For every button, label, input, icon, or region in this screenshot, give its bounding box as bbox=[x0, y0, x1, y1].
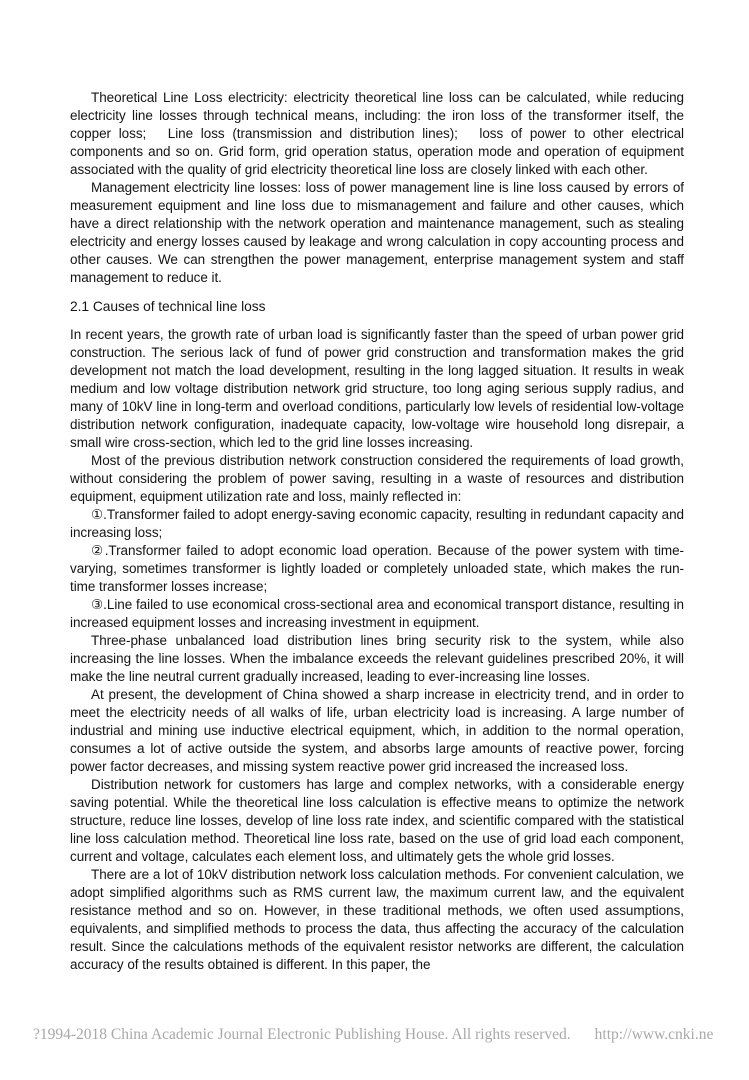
list-item: ②.Transformer failed to adopt economic load operation. Because of the power system with time-varying, sometimes transformer is lightly loaded or completely unloaded state, which makes the run-time transformer losses increase; bbox=[70, 543, 684, 594]
paragraph: Three-phase unbalanced load distribution lines bring security risk to the system, while also increasing the line losses. When the imbalance exceeds the relevant guidelines prescribed 20%, it will make the line neutral current gradually increased, leading to ever-increasing line losses. bbox=[70, 633, 684, 684]
section-heading: 2.1 Causes of technical line loss bbox=[70, 299, 266, 314]
page-footer bbox=[33, 1026, 749, 1044]
list-item: ①.Transformer failed to adopt energy-saving economic capacity, resulting in redundant capacity and increasing loss; bbox=[70, 507, 684, 540]
paragraph: There are a lot of 10kV distribution network loss calculation methods. For convenient calculation, we adopt simplified algorithms such as RMS current law, the maximum current law, and the equivalent resistance method and so on. However, in these traditional methods, we often used assumptions, equivalents, and simplified methods to process the data, thus affecting the accuracy of the calculation result. Since the calculations methods of the equivalent resistor networks are different, the calculation accuracy of the results obtained is different. In this paper, the bbox=[70, 867, 684, 972]
paragraph: At present, the development of China showed a sharp increase in electricity trend, and in order to meet the electricity needs of all walks of life, urban electricity load is increasing. A large number of industrial and mining use inductive electrical equipment, which, in addition to the normal operation, consumes a lot of active outside the system, and absorbs large amounts of reactive power, forcing power factor decreases, and missing system reactive power grid increased the increased loss. bbox=[70, 687, 684, 774]
footer-url: http://www.cnki.ne bbox=[594, 1026, 714, 1043]
paragraph: In recent years, the growth rate of urban load is significantly faster than the speed of urban power grid construction. The serious lack of fund of power grid construction and transformation makes the grid development not match the load development, resulting in the long lagged situation. It results in weak medium and low voltage distribution network grid structure, too long aging serious supply radius, and many of 10kV line in long-term and overload conditions, particularly low levels of residential low-voltage distribution network configuration, inadequate capacity, low-voltage wire household long disrepair, a small wire cross-section, which led to the grid line losses increasing. bbox=[70, 327, 684, 450]
paragraph: Most of the previous distribution network construction considered the requirements of load growth, without considering the problem of power saving, resulting in a waste of resources and distribution equipment, equipment utilization rate and loss, mainly reflected in: bbox=[70, 453, 684, 504]
list-item: ③.Line failed to use economical cross-sectional area and economical transport distance, resulting in increased equipment losses and increasing investment in equipment. bbox=[70, 597, 684, 630]
paragraph: Theoretical Line Loss electricity: electricity theoretical line loss can be calculated, while reducing electricity line losses through technical means, including: the iron loss of the transformer itself, the copper loss; Line loss (transmission and distribution lines); loss of power to other electrical components and so on. Grid form, grid operation status, operation mode and operation of equipment associated with the quality of grid electricity theoretical line loss are closely linked with each other. bbox=[70, 90, 684, 177]
document-body bbox=[70, 89, 684, 974]
footer-copyright: ?1994-2018 China Academic Journal Electronic Publishing House. All rights reserved. bbox=[33, 1026, 571, 1043]
paragraph: Management electricity line losses: loss of power management line is line loss caused by errors of measurement equipment and line loss due to mismanagement and failure and other causes, which have a direct relationship with the network operation and maintenance management, such as stealing electricity and energy losses caused by leakage and wrong calculation in copy accounting process and other causes. We can strengthen the power management, enterprise management system and staff management to reduce it. bbox=[70, 180, 684, 285]
paragraph: Distribution network for customers has large and complex networks, with a considerable energy saving potential. While the theoretical line loss calculation is effective means to optimize the network structure, reduce line losses, develop of line loss rate index, and scientific compared with the statistical line loss calculation method. Theoretical line loss rate, based on the use of grid load each component, current and voltage, calculates each element loss, and ultimately gets the whole grid losses. bbox=[70, 777, 684, 864]
